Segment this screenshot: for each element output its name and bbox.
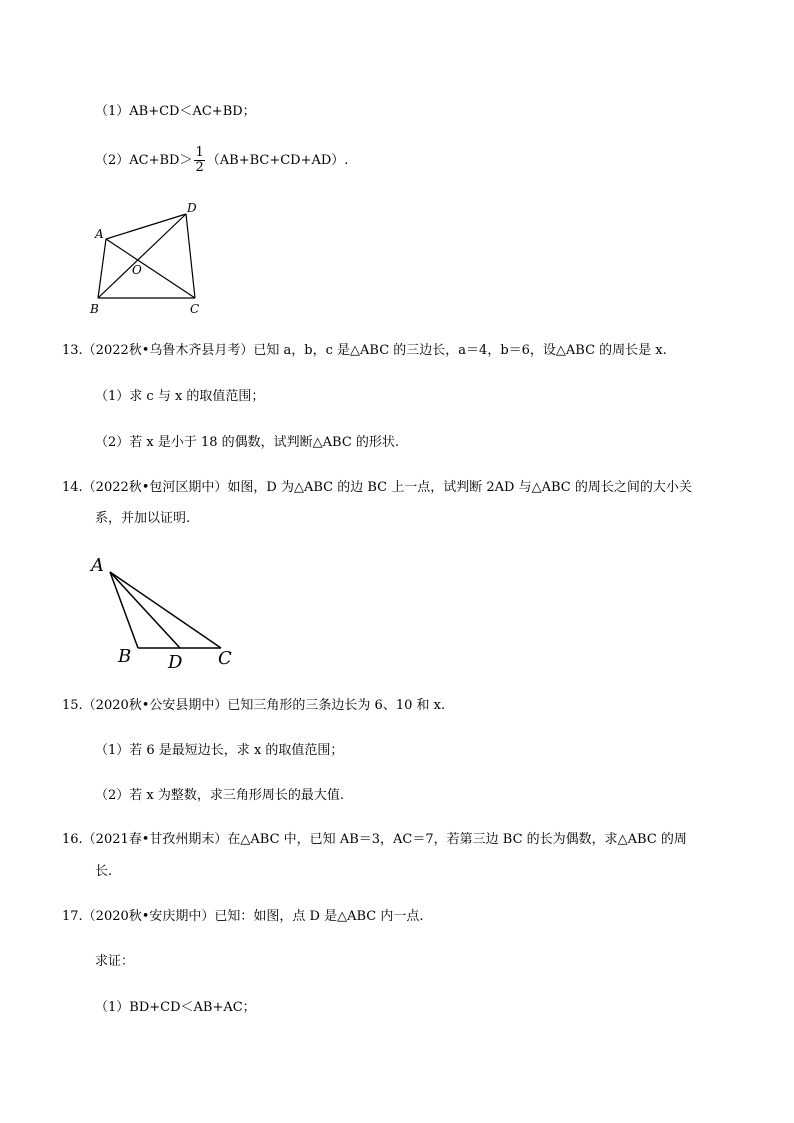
edge-AD [106, 214, 186, 239]
p15-stem: 15.（2020秋•公安县期中）已知三角形的三条边长为 6、10 和 x. [62, 698, 446, 713]
fraction-one-half [194, 146, 204, 175]
p13-stem: 13.（2022秋•乌鲁木齐县月考）已知 a，b，c 是△ABC 的三边长，a＝4，b＝6，设△ABC 的周长是 x. [62, 343, 667, 358]
p12-part2-prefix: （2）AC+BD＞ [95, 153, 193, 168]
label-A: A [91, 555, 104, 576]
p12-part2 [95, 146, 348, 175]
label-B: B [90, 302, 99, 316]
label-A: A [95, 227, 104, 241]
fraction-denominator: 2 [195, 160, 204, 175]
label-B: B [118, 646, 132, 667]
p13-part1: （1）求 c 与 x 的取值范围； [95, 389, 265, 404]
p17-prove-label: 求证： [95, 954, 135, 969]
label-D: D [187, 201, 197, 215]
triangle-figure [88, 552, 248, 672]
p16-stem-line2: 长. [95, 864, 113, 879]
p15-part1: （1）若 6 是最短边长，求 x 的取值范围； [95, 743, 344, 758]
label-D: D [168, 652, 183, 673]
p14-stem-line1: 14.（2022秋•包河区期中）如图，D 为△ABC 的边 BC 上一点，试判断 2AD 与△ABC 的周长之间的大小关 [62, 480, 692, 495]
p13-part2: （2）若 x 是小于 18 的偶数，试判断△ABC 的形状. [95, 435, 400, 450]
p12-part2-suffix: （AB+BC+CD+AD）. [206, 153, 349, 168]
edge-BA [98, 239, 106, 298]
p15-part2: （2）若 x 为整数，求三角形周长的最大值. [95, 788, 344, 803]
diagonal-BD [98, 214, 186, 298]
quadrilateral-figure [88, 200, 218, 315]
p17-part1: （1）BD+CD＜AB+AC； [95, 1000, 256, 1015]
edge-DC [186, 214, 195, 298]
label-C: C [218, 648, 232, 669]
p16-stem-line1: 16.（2021春•甘孜州期末）在△ABC 中，已知 AB＝3，AC＝7，若第三边 BC 的长为偶数，求△ABC 的周 [62, 832, 687, 847]
fraction-numerator: 1 [195, 145, 204, 160]
p17-stem: 17.（2020秋•安庆期中）已知：如图，点 D 是△ABC 内一点. [62, 909, 424, 924]
segment-AD [110, 572, 180, 648]
label-C: C [190, 302, 200, 316]
p12-part1: （1）AB+CD＜AC+BD； [95, 104, 256, 119]
edge-AC [110, 572, 221, 648]
label-O: O [132, 263, 142, 277]
p14-stem-line2: 系，并加以证明. [95, 511, 191, 526]
edge-AB [110, 572, 138, 648]
